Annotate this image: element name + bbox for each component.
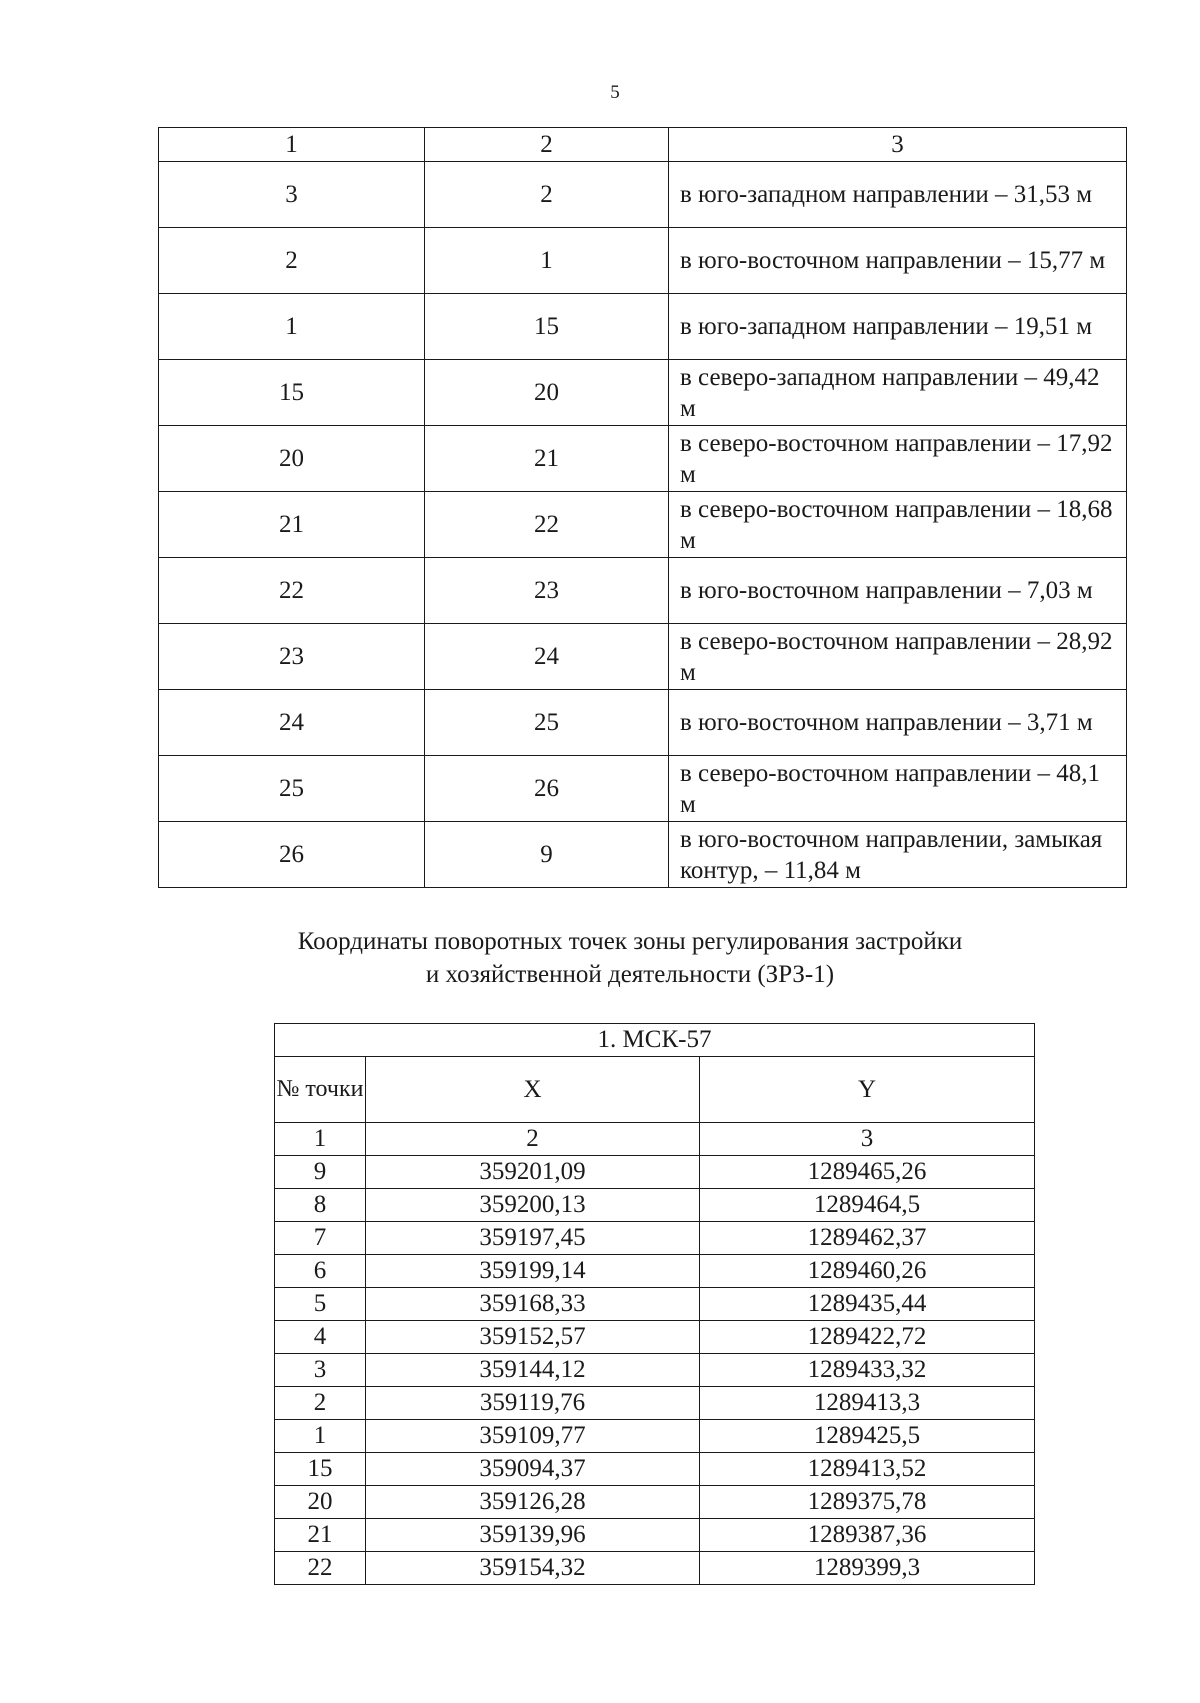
table-row [159,822,1127,888]
table-row [275,1387,1035,1420]
x-coordinate: 359126,28 [366,1486,700,1519]
x-coordinate: 359168,33 [366,1288,700,1321]
column-number: 1 [275,1123,366,1156]
column-number: 3 [700,1123,1035,1156]
table-row [159,360,1127,426]
column-header-row [275,1057,1035,1123]
table-row [275,1189,1035,1222]
y-coordinate: 1289375,78 [700,1486,1035,1519]
table-row [275,1222,1035,1255]
from-point: 25 [159,756,425,822]
y-coordinate: 1289460,26 [700,1255,1035,1288]
segment-description: в северо-западном направлении – 49,42 м [669,360,1127,426]
from-point: 24 [159,690,425,756]
y-coordinate: 1289413,52 [700,1453,1035,1486]
table-row [159,162,1127,228]
y-coordinate: 1289433,32 [700,1354,1035,1387]
x-coordinate: 359200,13 [366,1189,700,1222]
point-number: 21 [275,1519,366,1552]
page-number: 5 [610,82,620,103]
table-row [275,1156,1035,1189]
x-coordinate: 359197,45 [366,1222,700,1255]
table-row [159,690,1127,756]
table1-header-cell: 3 [669,128,1127,162]
to-point: 21 [425,426,669,492]
table-row [275,1288,1035,1321]
segment-description: в юго-восточном направлении – 7,03 м [669,558,1127,624]
x-coordinate: 359152,57 [366,1321,700,1354]
table-row [275,1552,1035,1585]
y-coordinate: 1289425,5 [700,1420,1035,1453]
x-coordinate: 359094,37 [366,1453,700,1486]
x-coordinate: 359144,12 [366,1354,700,1387]
from-point: 23 [159,624,425,690]
table-row [275,1321,1035,1354]
to-point: 25 [425,690,669,756]
table1-header-cell: 2 [425,128,669,162]
to-point: 1 [425,228,669,294]
segment-description: в юго-западном направлении – 19,51 м [669,294,1127,360]
to-point: 20 [425,360,669,426]
x-coordinate: 359139,96 [366,1519,700,1552]
y-coordinate: 1289413,3 [700,1387,1035,1420]
point-number: 3 [275,1354,366,1387]
to-point: 9 [425,822,669,888]
from-point: 3 [159,162,425,228]
x-coordinate: 359154,32 [366,1552,700,1585]
table-row [275,1420,1035,1453]
section-title [0,925,1200,991]
point-number-header: № точки [275,1057,366,1123]
from-point: 26 [159,822,425,888]
table-row [275,1255,1035,1288]
x-coordinate: 359201,09 [366,1156,700,1189]
segment-description: в юго-западном направлении – 31,53 м [669,162,1127,228]
table-row [159,624,1127,690]
table-row [275,1519,1035,1552]
table-row [275,1354,1035,1387]
table1-header-cell: 1 [159,128,425,162]
point-number: 20 [275,1486,366,1519]
segment-description: в северо-восточном направлении – 28,92 м [669,624,1127,690]
column-number-row [275,1123,1035,1156]
point-number: 22 [275,1552,366,1585]
y-header: Y [700,1057,1035,1123]
point-number: 5 [275,1288,366,1321]
from-point: 1 [159,294,425,360]
from-point: 20 [159,426,425,492]
from-point: 21 [159,492,425,558]
coordinate-system-label: 1. МСК-57 [275,1024,1035,1057]
from-point: 15 [159,360,425,426]
y-coordinate: 1289464,5 [700,1189,1035,1222]
to-point: 22 [425,492,669,558]
point-number: 2 [275,1387,366,1420]
y-coordinate: 1289387,36 [700,1519,1035,1552]
table-row [159,756,1127,822]
to-point: 23 [425,558,669,624]
table-row [159,228,1127,294]
segment-description: в северо-восточном направлении – 48,1 м [669,756,1127,822]
y-coordinate: 1289462,37 [700,1222,1035,1255]
to-point: 2 [425,162,669,228]
boundary-segments-table [158,127,1127,888]
table-row [159,294,1127,360]
point-number: 1 [275,1420,366,1453]
from-point: 2 [159,228,425,294]
y-coordinate: 1289399,3 [700,1552,1035,1585]
table-row [275,1453,1035,1486]
table-row [159,492,1127,558]
point-number: 4 [275,1321,366,1354]
table1-header-row [159,128,1127,162]
y-coordinate: 1289435,44 [700,1288,1035,1321]
point-number: 7 [275,1222,366,1255]
point-number: 6 [275,1255,366,1288]
to-point: 26 [425,756,669,822]
y-coordinate: 1289465,26 [700,1156,1035,1189]
x-coordinate: 359199,14 [366,1255,700,1288]
table-row [159,558,1127,624]
to-point: 24 [425,624,669,690]
point-number: 8 [275,1189,366,1222]
segment-description: в юго-восточном направлении – 15,77 м [669,228,1127,294]
table-row [275,1486,1035,1519]
y-coordinate: 1289422,72 [700,1321,1035,1354]
x-coordinate: 359119,76 [366,1387,700,1420]
column-number: 2 [366,1123,700,1156]
coordinate-system-row [275,1024,1035,1057]
from-point: 22 [159,558,425,624]
point-number: 9 [275,1156,366,1189]
segment-description: в юго-восточном направлении – 3,71 м [669,690,1127,756]
to-point: 15 [425,294,669,360]
segment-description: в северо-восточном направлении – 18,68 м [669,492,1127,558]
section-title-line-1: Координаты поворотных точек зоны регулирования застройки [297,928,963,955]
x-coordinate: 359109,77 [366,1420,700,1453]
segment-description: в юго-восточном направлении, замыкая контур, – 11,84 м [669,822,1127,888]
point-number: 15 [275,1453,366,1486]
table-row [159,426,1127,492]
segment-description: в северо-восточном направлении – 17,92 м [669,426,1127,492]
section-title-line-2: и хозяйственной деятельности (ЗРЗ-1) [425,961,835,988]
coordinates-table [274,1023,1035,1585]
x-header: X [366,1057,700,1123]
